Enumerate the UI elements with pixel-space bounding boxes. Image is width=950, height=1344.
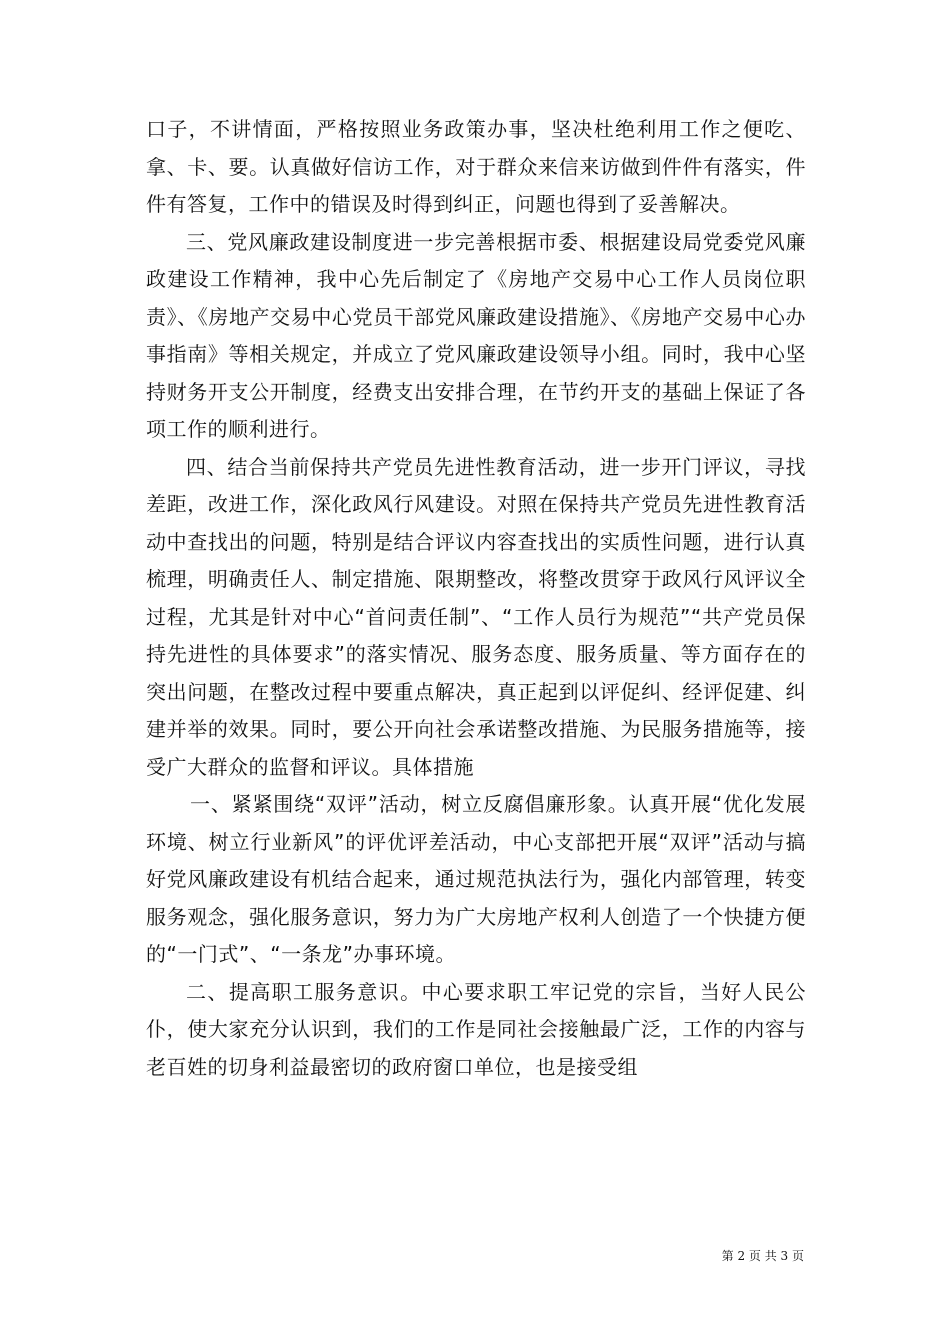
paragraph-measure-two: 二、提高职工服务意识。中心要求职工牢记党的宗旨，当好人民公仆，使大家充分认识到，我们的工作是同社会接触最广泛，工作的内容与老百姓的切身利益最密切的政府窗口单位，也是接受组	[146, 979, 806, 1079]
page-number-footer: 第 2 页 共 3 页	[721, 1249, 804, 1263]
document-body	[146, 111, 806, 1086]
paragraph-measure-one: 一、紧紧围绕“双评”活动，树立反腐倡廉形象。认真开展“优化发展环境、树立行业新风”的评优评差活动，中心支部把开展“双评”活动与搞好党风廉政建设有机结合起来，通过规范执法行为，强化内部管理，转变服务观念，强化服务意识，努力为广大房地产权利人创造了一个快捷方便的“一门式”、“一条龙”办事环境。	[146, 792, 806, 966]
paragraph-section-three: 三、党风廉政建设制度进一步完善根据市委、根据建设局党委党风廉政建设工作精神，我中心先后制定了《房地产交易中心工作人员岗位职责》、《房地产交易中心党员干部党风廉政建设措施》、《房地产交易中心办事指南》等相关规定，并成立了党风廉政建设领导小组。同时，我中心坚持财务开支公开制度，经费支出安排合理，在节约开支的基础上保证了各项工作的顺利进行。	[146, 229, 806, 441]
paragraph-section-four: 四、结合当前保持共产党员先进性教育活动，进一步开门评议，寻找差距，改进工作，深化政风行风建设。对照在保持共产党员先进性教育活动中查找出的问题，特别是结合评议内容查找出的实质性问题，进行认真梳理，明确责任人、制定措施、限期整改，将整改贯穿于政风行风评议全过程，尤其是针对中心“首问责任制”、“工作人员行为规范”“共产党员保持先进性的具体要求”的落实情况、服务态度、服务质量、等方面存在的突出问题，在整改过程中要重点解决，真正起到以评促纠、经评促建、纠建并举的效果。同时，要公开向社会承诺整改措施、为民服务措施等，接受广大群众的监督和评议。具体措施	[146, 454, 806, 779]
paragraph-continuation: 口子，不讲情面，严格按照业务政策办事，坚决杜绝利用工作之便吃、拿、卡、要。认真做好信访工作，对于群众来信来访做到件件有落实，件件有答复，工作中的错误及时得到纠正，问题也得到了妥善解决。	[146, 117, 806, 216]
